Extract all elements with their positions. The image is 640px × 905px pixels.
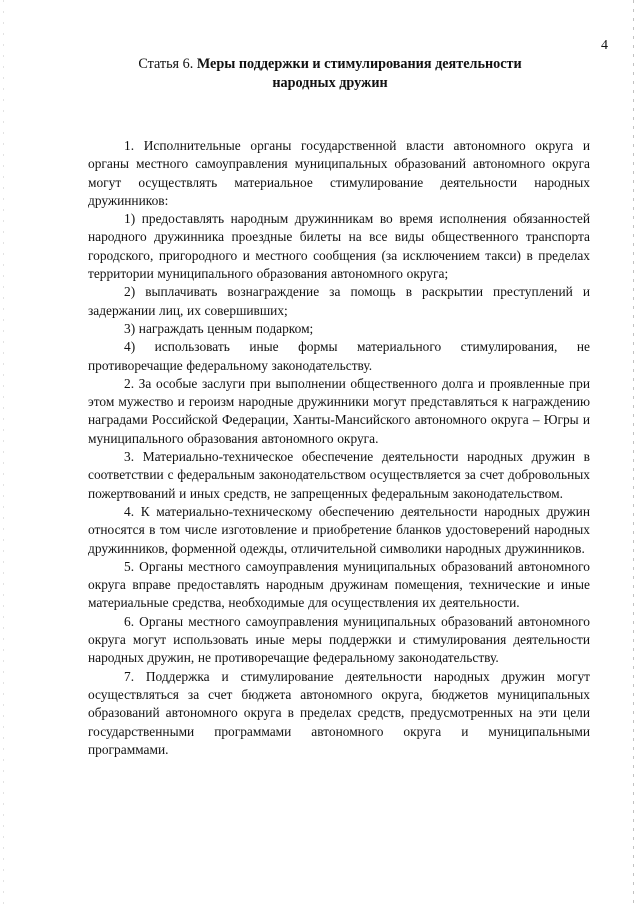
article-number: Статья 6. (138, 56, 194, 72)
paragraph-1-item-3: 3) награждать ценным подарком; (124, 320, 314, 336)
scan-edge-right (633, 0, 634, 905)
paragraph-6: 6. Органы местного самоуправления муниципальных образований автономного округа могут использовать иные меры поддержки и стимулирования деятельности народных дружин, не противоречащие федеральному законодательству. (88, 613, 590, 666)
paragraph-1-item-2: 2) выплачивать вознаграждение за помощь в раскрытии преступлений и задержании лиц, их совершивших; (88, 284, 590, 318)
scan-edge-left (3, 0, 4, 905)
paragraph-3: 3. Материально-техническое обеспечение деятельности народных дружин в соответствии с федеральным законодательством осуществляется за счет добровольных пожертвований и иных средств, не запрещенных федеральным законодательством. (88, 449, 590, 501)
paragraph-1: 1. Исполнительные органы государственной власти автономного округа и органы местного самоуправления муниципальных образований автономного округа могут осуществлять материальное стимулирование деятельности народных дружинников: (88, 138, 590, 208)
paragraph-7: 7. Поддержка и стимулирование деятельности народных дружин могут осуществляться за счет бюджета автономного округа, бюджетов муниципальных образований автономного округа в пределах средств, предусмотренных на эти цели государственными программами автономного округа и муниципальными программами. (88, 668, 590, 757)
paragraph-4: 4. К материально-техническому обеспечению деятельности народных дружин относятся в том числе изготовление и приобретение бланков удостоверений народных дружинников, форменной одежды, отличительной символики народных дружинников. (88, 503, 590, 556)
article-body (88, 137, 590, 759)
article-heading (120, 55, 540, 93)
paragraph-1-item-1: 1) предоставлять народным дружинникам во время исполнения обязанностей народного дружинника проездные билеты на все виды общественного транспорта городского, пригородного и местного сообщения (за исключением такси) в пределах территории муниципального образования автономного округа; (88, 211, 590, 282)
paragraph-2: 2. За особые заслуги при выполнении общественного долга и проявленные при этом мужество и героизм народные дружинники могут представляться к награждению наградами Российской Федерации, Ханты-Мансийского автономного округа – Югры и муниципального образования автономного округа. (88, 375, 590, 446)
paragraph-5: 5. Органы местного самоуправления муниципальных образований автономного округа вправе предоставлять народным дружинам помещения, технические и иные материальные средства, необходимые для осуществления их деятельности. (88, 558, 590, 611)
article-title: Меры поддержки и стимулирования деятельности народных дружин (196, 56, 522, 91)
paragraph-1-item-4: 4) использовать иные формы материального стимулирования, не противоречащие федеральному законодательству. (88, 339, 590, 373)
page-number: 4 (601, 38, 608, 53)
